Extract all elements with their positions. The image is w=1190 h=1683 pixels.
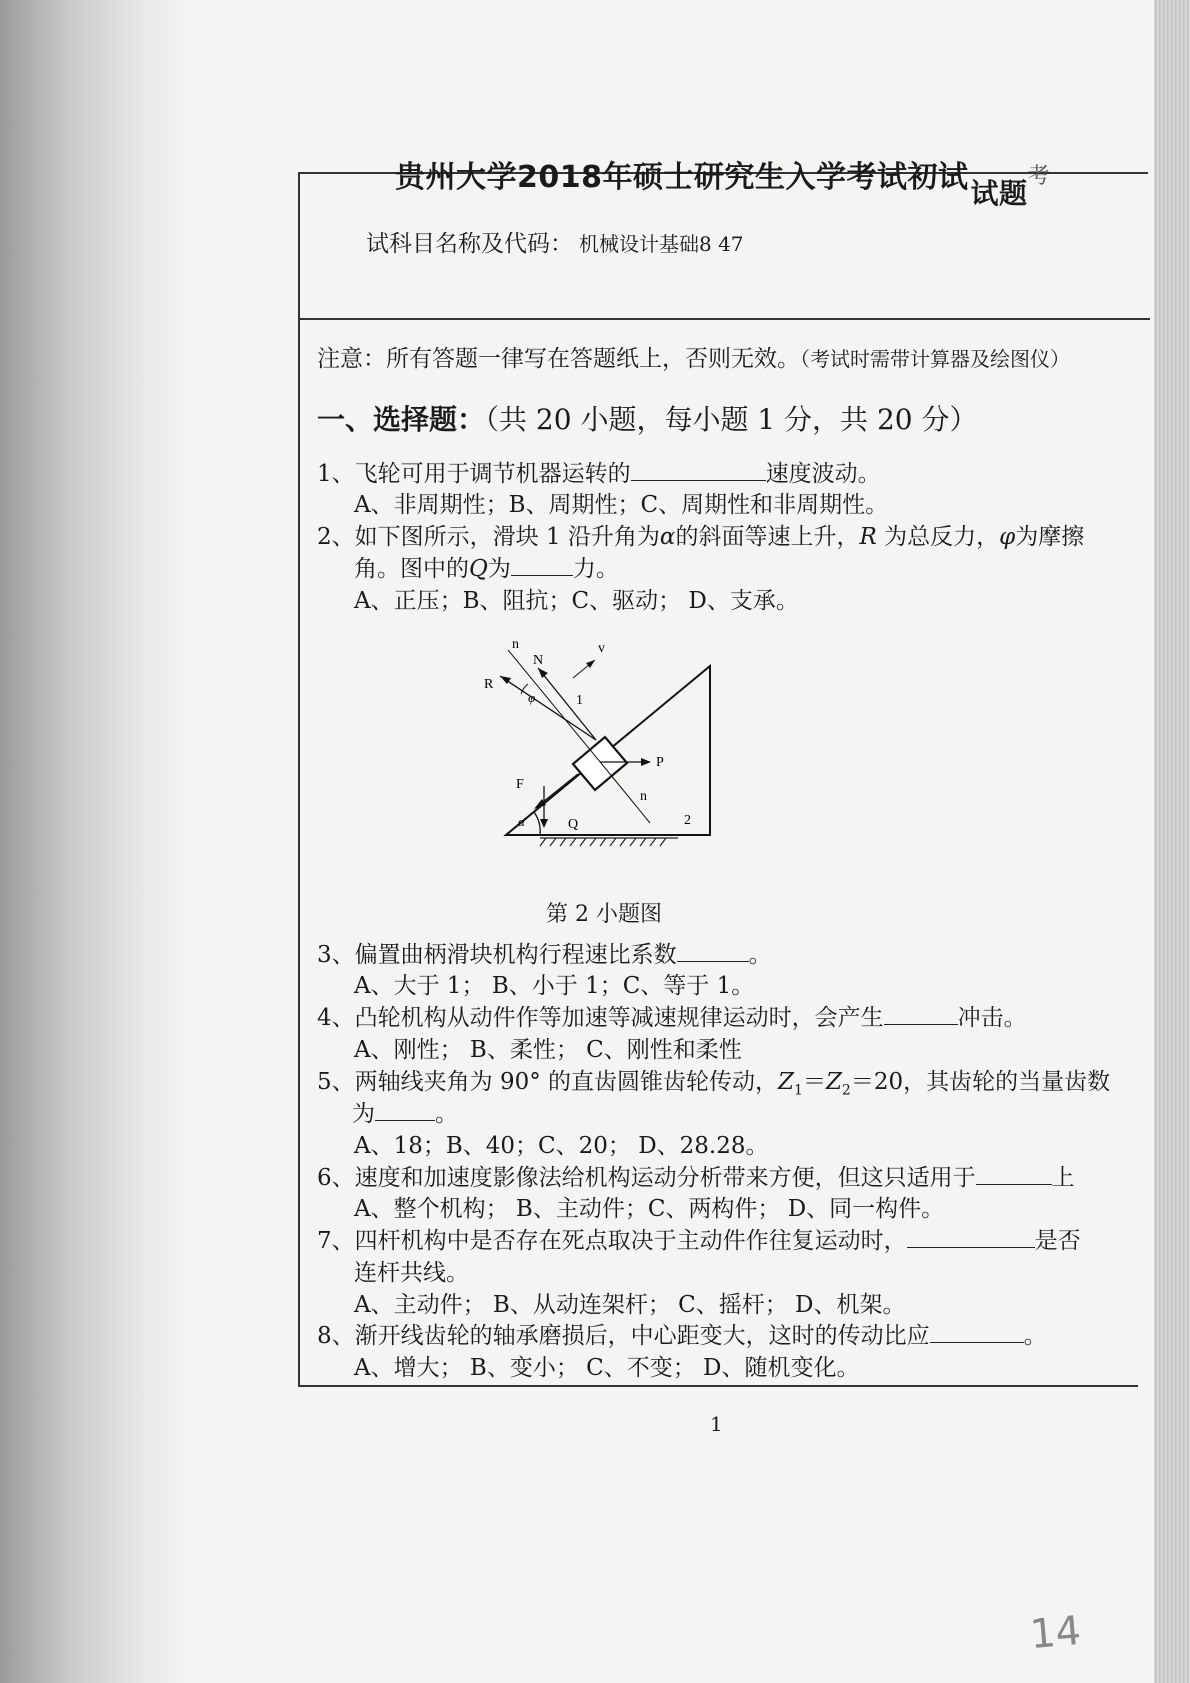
q7-stem-b: 是否 — [1034, 1228, 1081, 1254]
q8-blank — [930, 1322, 1024, 1343]
q2-stem — [317, 518, 1084, 551]
q2-R: R — [859, 524, 877, 550]
q1-stem-b: 速度波动。 — [765, 461, 881, 487]
notice-main: 注意：所有答题一律写在答题纸上，否则无效。 — [317, 346, 800, 372]
title-suffix: 试题 — [970, 177, 1028, 210]
title-mark: 考 — [1027, 164, 1051, 189]
alpha-arc — [534, 812, 540, 835]
label-one: 1 — [576, 693, 583, 708]
q1-blank — [631, 460, 766, 481]
frame-divider — [300, 318, 1150, 320]
label-alpha: α — [518, 814, 525, 829]
q7-blank — [907, 1227, 1035, 1248]
N-arrow — [538, 668, 596, 740]
q3-stem — [317, 936, 772, 969]
q2-stem-a: 2、如下图所示，滑块 1 沿升角为 — [317, 524, 660, 550]
label-Q: Q — [568, 817, 579, 832]
q5-z2: Z — [825, 1069, 842, 1095]
q7-options: A、主动件； B、从动连架杆； C、摇杆； D、机架。 — [354, 1292, 906, 1318]
notice — [317, 340, 1070, 373]
q5-eq: ＝ — [802, 1069, 826, 1095]
q4-options: A、刚性； B、柔性； C、刚性和柔性 — [354, 1037, 742, 1063]
q4-blank — [884, 1004, 958, 1025]
label-F: F — [516, 777, 524, 792]
q2-Q: Q — [469, 556, 488, 582]
q3-stem-a: 3、偏置曲柄滑块机构行程速比系数 — [317, 942, 677, 968]
q5-sub1: 1 — [794, 1082, 803, 1099]
q1-stem-a: 1、飞轮可用于调节机器运转的 — [317, 461, 631, 487]
q5-options: A、18；B、40；C、20； D、28.28。 — [354, 1133, 769, 1159]
q4-stem-b: 冲击。 — [957, 1005, 1027, 1031]
q6-stem-b: 上 — [1051, 1165, 1075, 1191]
q2-blank — [511, 555, 573, 576]
q5-stem — [317, 1063, 1110, 1099]
q6-stem-a: 6、速度和加速度影像法给机构运动分析带来方便，但这只适用于 — [317, 1165, 976, 1191]
R-arrow — [500, 676, 596, 740]
q2-alpha: α — [659, 524, 676, 550]
page-number: 1 — [710, 1412, 723, 1436]
title-main: 贵州大学2018年硕士研究生入学考试初试 — [395, 160, 969, 195]
q5-stem2-a: 为 — [352, 1101, 375, 1127]
q5-z1: Z — [778, 1069, 795, 1095]
q5-stem-2 — [352, 1095, 458, 1128]
q7-stem-2: 连杆共线。 — [354, 1260, 469, 1286]
page-edge — [1154, 0, 1190, 1683]
q5-stem-a: 5、两轴线夹角为 90° 的直齿圆锥齿轮传动， — [317, 1069, 779, 1095]
label-n-top: n — [512, 637, 519, 652]
q8-stem-a: 8、渐开线齿轮的轴承磨损后，中心距变大，这时的传动比应 — [317, 1323, 930, 1349]
q1-options: A、非周期性；B、周期性；C、周期性和非周期性。 — [354, 492, 889, 518]
q7-stem — [317, 1222, 1081, 1255]
q2-stem-d: 为摩擦 — [1015, 524, 1085, 550]
q3-stem-b: 。 — [748, 942, 772, 968]
q1-stem — [317, 455, 881, 488]
label-v: v — [598, 641, 605, 656]
notice-extra: （考试时需带计算器及绘图仪） — [800, 347, 1070, 371]
ground-hatching — [540, 838, 678, 846]
q2-stem-2 — [354, 550, 619, 583]
q5-sub2: 2 — [841, 1082, 851, 1099]
incline-slider-diagram — [478, 628, 738, 868]
q2-stem2-a: 角。图中的 — [354, 556, 469, 582]
label-n-bottom: n — [640, 789, 647, 804]
scan-shadow — [0, 0, 190, 1683]
q3-blank — [677, 941, 749, 962]
q5-blank — [375, 1100, 435, 1121]
q8-stem-b: 。 — [1023, 1323, 1047, 1349]
Q-arrowhead — [540, 819, 548, 828]
section-detail: （共 20 小题，每小题 1 分，共 20 分） — [485, 403, 978, 436]
section-heading — [317, 398, 978, 438]
label-R: R — [484, 677, 494, 692]
q2-stem2-b: 为 — [487, 556, 511, 582]
label-P: P — [656, 755, 664, 770]
q3-options: A、大于 1； B、小于 1；C、等于 1。 — [354, 973, 755, 999]
q2-stem-c: 为总反力， — [876, 524, 1000, 550]
q5-stem2-b: 。 — [435, 1101, 458, 1127]
section-title: 一、选择题： — [317, 403, 486, 436]
subject-value: 机械设计基础8 47 — [579, 232, 744, 256]
diagram-caption: 第 2 小题图 — [546, 902, 662, 927]
q6-blank — [976, 1164, 1052, 1185]
subject-line — [366, 225, 744, 258]
q2-stem2-c: 力。 — [572, 556, 619, 582]
q4-stem — [317, 999, 1027, 1032]
normal-line-upper — [508, 650, 610, 774]
subject-label: 试科目名称及代码： — [366, 231, 573, 257]
label-N: N — [533, 653, 544, 668]
q2-options: A、正压；B、阻抗；C、驱动； D、支承。 — [354, 588, 799, 614]
q5-stem-b: ＝20，其齿轮的当量齿数 — [850, 1069, 1111, 1095]
q6-stem — [317, 1159, 1075, 1192]
q6-options: A、整个机构； B、主动件；C、两构件； D、同一构件。 — [354, 1196, 945, 1222]
q2-stem-b: 的斜面等速上升， — [675, 524, 860, 550]
q8-stem — [317, 1317, 1047, 1350]
slider-block — [573, 737, 627, 790]
q8-options: A、增大； B、变小； C、不变； D、随机变化。 — [354, 1355, 860, 1381]
N-arrowhead — [538, 668, 548, 678]
q7-stem-a: 7、四杆机构中是否存在死点取决于主动件作往复运动时， — [317, 1228, 907, 1254]
P-arrowhead — [641, 758, 651, 766]
label-two: 2 — [684, 813, 691, 828]
q2-phi: φ — [999, 524, 1016, 550]
label-phi: φ — [528, 690, 536, 705]
exam-title — [395, 152, 1051, 210]
q4-stem-a: 4、凸轮机构从动件作等加速等减速规律运动时，会产生 — [317, 1005, 884, 1031]
handwritten-mark: 14 — [1028, 1607, 1083, 1659]
